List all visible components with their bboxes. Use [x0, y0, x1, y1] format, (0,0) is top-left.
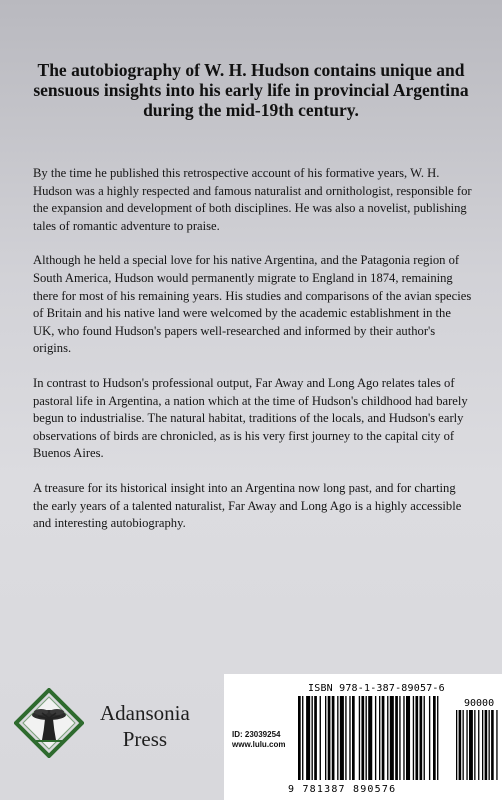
- barcode-digits: 9 781387 890576: [288, 784, 397, 795]
- lulu-website: www.lulu.com: [232, 740, 286, 749]
- baobab-tree-diamond-icon: [14, 688, 84, 758]
- blurb: [33, 165, 473, 550]
- lulu-id: ID: 23039254: [232, 730, 281, 739]
- lulu-id-block: [232, 730, 285, 750]
- barcode-panel: [224, 674, 502, 800]
- barcode-icon: [298, 696, 498, 782]
- publisher-name: [100, 700, 190, 752]
- cover-headline: The autobiography of W. H. Hudson contains unique and sensuous insights into his early life in provincial Argentina during the mid-19th century.: [33, 60, 469, 120]
- price-code: 90000: [464, 698, 495, 709]
- blurb-paragraph-3: In contrast to Hudson's professional output, Far Away and Long Ago relates tales of pastoral life in Argentina, a nation which at the time of Hudson's childhood had barely begun to industrialise. The natural habitat, traditions of the locals, and Hudson's early observations of birds are chronicled, as is his very first journey to the capital city of Buenos Aires.: [33, 375, 468, 461]
- isbn-label: ISBN 978-1-387-89057-6: [308, 683, 445, 694]
- blurb-paragraph-4: A treasure for its historical insight into an Argentina now long past, and for charting the early years of a talented naturalist, Far Away and Long Ago is a highly accessible and interesting autobiography.: [33, 480, 462, 531]
- publisher-line-2: Press: [122, 727, 168, 751]
- blurb-paragraph-2: Although he held a special love for his native Argentina, and the Patagonia region of South America, Hudson would permanently migrate to England in 1874, remaining there for most of his remaining years. His studies and comparisons of the avian species of Britain and his native land were welcomed by the academic establishment in the UK, who found Hudson's papers well-researched and informed by their author's origins.: [33, 253, 472, 356]
- publisher-line-1: Adansonia: [100, 701, 190, 725]
- blurb-paragraph-1: By the time he published this retrospective account of his formative years, W. H. Hudson was a highly respected and famous naturalist and ornithologist, responsible for the expansion and development of both disciplines. He was also a novelist, publishing tales of romantic adventure to praise.: [33, 166, 472, 233]
